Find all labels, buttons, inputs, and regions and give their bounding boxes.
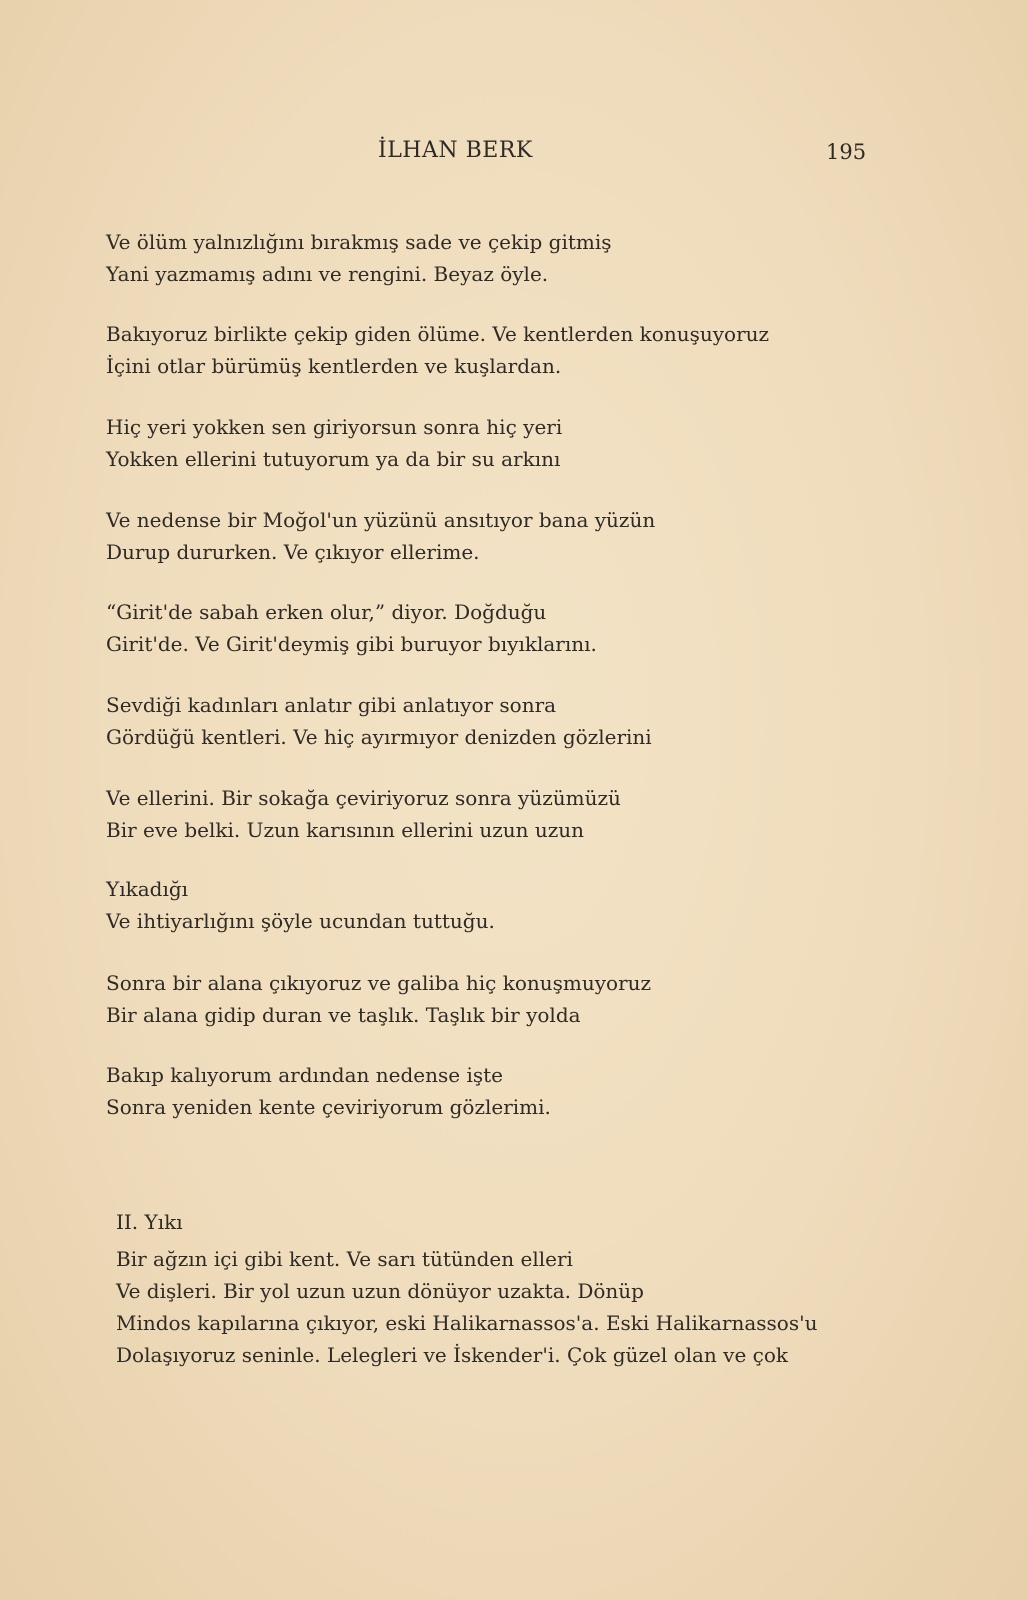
poem-line: Sonra yeniden kente çeviriyorum gözlerimi.	[106, 1095, 551, 1119]
stanza-10	[106, 1059, 986, 1123]
poem-line: Girit'de. Ve Girit'deymiş gibi buruyor bıyıklarını.	[106, 632, 597, 656]
stanza-8	[106, 873, 986, 937]
poem-line: Bir alana gidip duran ve taşlık. Taşlık bir yolda	[106, 1003, 581, 1027]
poem-line: Yani yazmamış adını ve rengini. Beyaz öyle.	[106, 262, 549, 286]
page-number: 195	[826, 140, 867, 164]
poem-line: İçini otlar bürümüş kentlerden ve kuşlardan.	[106, 354, 562, 378]
poem-line: Ve dişleri. Bir yol uzun uzun dönüyor uzakta. Dönüp	[116, 1279, 644, 1303]
section-stanza	[116, 1243, 996, 1371]
poem-line: Dolaşıyoruz seninle. Lelegleri ve İskender'i. Çok güzel olan ve çok	[116, 1343, 789, 1367]
poem-line: “Girit'de sabah erken olur,” diyor. Doğduğu	[106, 600, 547, 624]
stanza-4	[106, 504, 986, 568]
poem-line: Gördüğü kentleri. Ve hiç ayırmıyor denizden gözlerini	[106, 725, 652, 749]
poem-line: Bir ağzın içi gibi kent. Ve sarı tütünden elleri	[116, 1247, 573, 1271]
poem-line: Bakıyoruz birlikte çekip giden ölüme. Ve kentlerden konuşuyoruz	[106, 322, 770, 346]
stanza-9	[106, 967, 986, 1031]
stanza-3	[106, 411, 986, 475]
stanza-1	[106, 226, 986, 290]
poem-line: Ve ihtiyarlığını şöyle ucundan tuttuğu.	[106, 909, 495, 933]
poem-line: Ve ölüm yalnızlığını bırakmış sade ve çekip gitmiş	[106, 230, 612, 254]
stanza-6	[106, 689, 986, 753]
poem-line: Sevdiği kadınları anlatır gibi anlatıyor sonra	[106, 693, 557, 717]
poem-line: Bir eve belki. Uzun karısının ellerini uzun uzun	[106, 818, 585, 842]
poem-line: Yıkadığı	[106, 877, 189, 901]
poem-line: Bakıp kalıyorum ardından nedense işte	[106, 1063, 503, 1087]
poem-line: Durup dururken. Ve çıkıyor ellerime.	[106, 540, 480, 564]
stanza-2	[106, 318, 986, 382]
poem-line: Sonra bir alana çıkıyoruz ve galiba hiç konuşmuyoruz	[106, 971, 652, 995]
poem-line: Yokken ellerini tutuyorum ya da bir su arkını	[106, 447, 561, 471]
running-header-author: İLHAN BERK	[378, 138, 533, 163]
poem-line: Ve nedense bir Moğol'un yüzünü ansıtıyor bana yüzün	[106, 508, 656, 532]
poem-line: Ve ellerini. Bir sokağa çeviriyoruz sonra yüzümüzü	[106, 786, 621, 810]
stanza-7	[106, 782, 986, 846]
stanza-5	[106, 596, 986, 660]
poem-line: Mindos kapılarına çıkıyor, eski Halikarnassos'a. Eski Halikarnassos'u	[116, 1311, 818, 1335]
section-title: II. Yıkı	[116, 1210, 183, 1234]
poem-line: Hiç yeri yokken sen giriyorsun sonra hiç yeri	[106, 415, 563, 439]
